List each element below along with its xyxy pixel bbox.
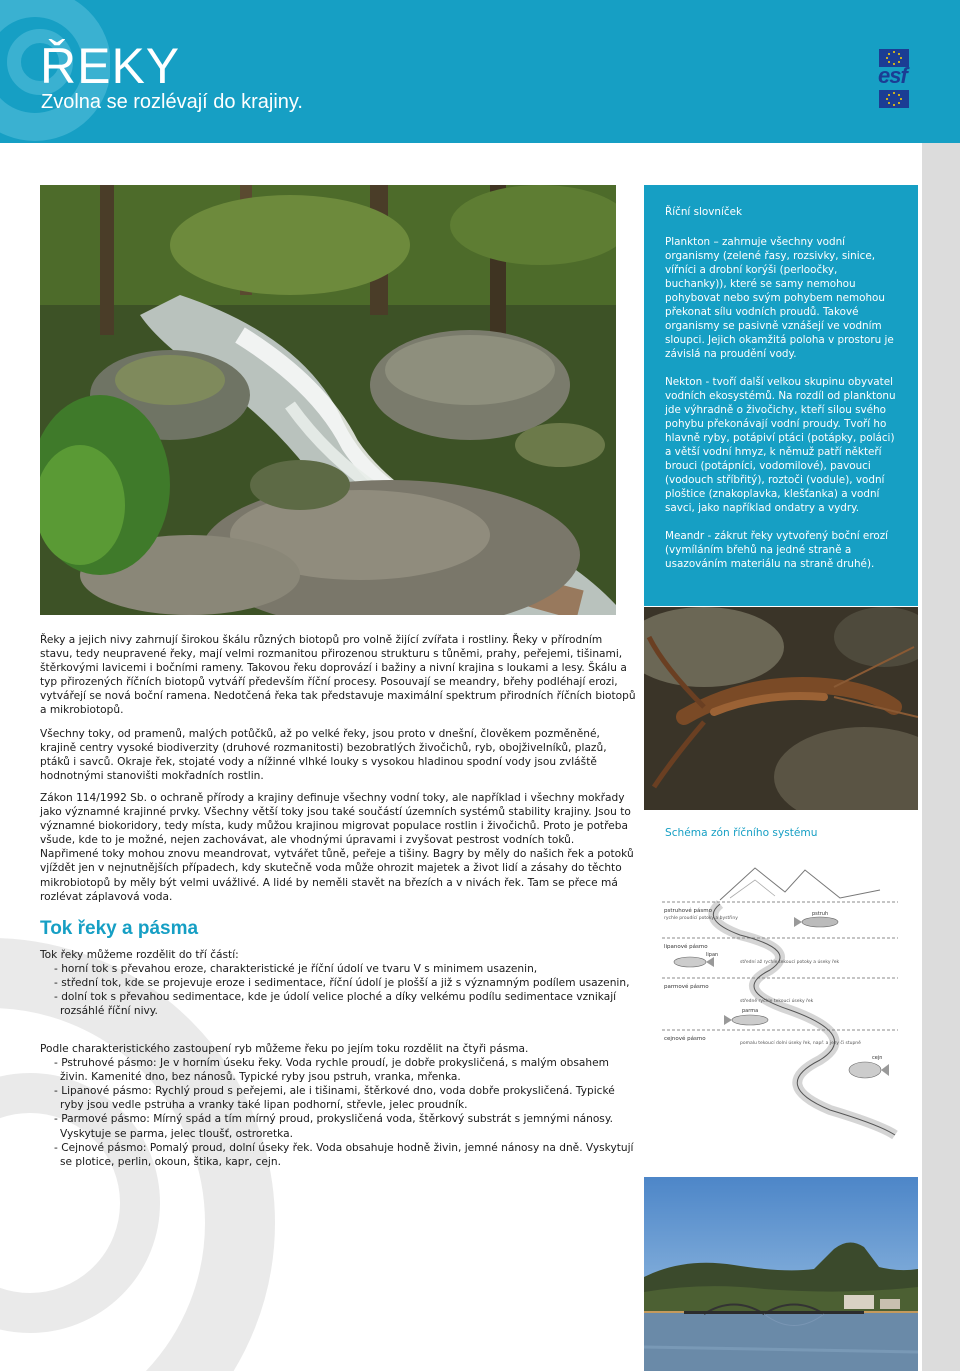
esf-logo [879,49,909,109]
grayling-icon [674,957,714,967]
list-item: - Cejnové pásmo: Pomalý proud, dolní úseky řek. Voda obsahuje hodně živin, jemné nánosy na dně. Vyskytují se plotice, perlin, okoun, štika, kapr, cejn. [54,1141,634,1168]
river-photo [40,185,616,615]
glossary-title: Říční slovníček [665,206,742,218]
page-subtitle: Zvolna se rozlévají do krajiny. [41,91,303,113]
fish-label-trout: pstruh [812,911,829,917]
fish-label-barbel: parma [742,1008,759,1014]
list-item: - Lipanové pásmo: Rychlý proud s peřejemi, ale i tišinami, štěrkové dno, voda dobře prokysličená. Typické ryby jsou vedle pstruha a vranky také lipan podhorní, střevle, jelec proudník. [54,1085,615,1112]
zone-note-trout: rychle proudící potoky a bystřiny [664,916,738,921]
list-item: - Parmové pásmo: Mírný spád a tím mírný proud, prokysličená voda, štěrkový substrát s jemnými nánosy. Vyskytuje se parma, jelec tloušť, ostroretka. [54,1113,613,1140]
glossary-meandr: Meandr - zákrut řeky vytvořený boční erozí (vymíláním břehů na jedné straně a usazováním materiálu na straně druhé). [665,530,889,570]
esf-logo-text: esf [878,63,907,88]
trout-icon [794,917,838,927]
list-item: - střední tok, kde se projevuje eroze i sedimentace, říční údolí je plošší a již s významným podílem usazenin, [54,977,630,990]
zone-note-bream: pomalu tekoucí dolní úseky řek, např. a jezy či stupně [740,1041,861,1046]
fish-label-grayling: lipan [706,952,719,958]
parts-intro: Tok řeky můžeme rozdělit do tří částí: [40,949,239,961]
page-title: ŘEKY [40,38,181,94]
paragraph-law: Zákon 114/1992 Sb. o ochraně přírody a krajiny definuje všechny vodní toky, ale například i všechny mokřady jako významné krajinné prvky. Všechny větší toky jsou také součástí územních systémů stability krajiny. Jsou to významné biokoridory, tedy místa, kudy můžou krajinou migrovat populace rostlin i živočichů. Proto je potřeba všude, kde to je možné, nejen zachovávat, ale vhodnými úpravami i zvyšovat pestrost vodních toků. Napřimené toky mohou znovu meandrovat, vytvářet tůně, peřeje a tišiny. Bagry by měly do našich řek a potoků vjíždět jen v nejnutnějších případech, kdy skutečně voda může ohrozit majetek a život lidí a zásahy do těchto mikrobiotopů by měly být velmi uvážlivé. A lidé by neměli stavět na březích a v nivách řek. Tam se přece má rozlévat záplavová voda. [40,792,634,903]
zones-intro: Podle charakteristického zastoupení ryb můžeme řeku po jejím toku rozdělit na čtyři pásma. [40,1043,529,1055]
list-item: - Pstruhové pásmo: Je v horním úseku řeky. Voda rychle proudí, je dobře prokysličená, s malým obsahem živin. Kamenité dno, bez nánosů. Typické ryby jsou pstruh, vranka, mřenka. [54,1057,609,1084]
zone-note-barbel: středně rychle tekoucí úseky řek [740,999,814,1004]
bream-icon [849,1062,889,1078]
list-item: - horní tok s převahou eroze, charakteristické je říční údolí ve tvaru V s minimem usazenin, [54,963,538,976]
crayfish-photo [644,607,918,810]
glossary-plankton: Plankton – zahrnuje všechny vodní organismy (zelené řasy, rozsivky, sinice, vířníci a drobní korýši (perloočky, buchanky)), které se samy nemohou pohybovat nebo svým pohybem nemohou překonat sílu vodních proudů. Takové organismy se pasivně vznášejí ve vodním sloupci. Jejich okamžitá poloha v prostoru je závislá na proudění vody. [665,236,894,360]
glossary-nekton: Nekton - tvoří další velkou skupinu obyvatel vodních ekosystémů. Na rozdíl od planktonu jde výhradně o živočichy, kteří silou svého pohybu překonávají vodní proudy. Tvoří ho hlavně ryby, potápiví ptáci (potápky, poláci) a větší vodní hmyz, k němuž patří někteří brouci (potápníci, vodomilové), pavouci (vodouch stříbřitý), roztoči (vodule), vodní ploštice (znakoplavka, klešťanka) a vodní savci, jako například ondatry a vydry. [665,376,896,514]
mountains-icon [720,868,880,900]
river-parts [40,948,636,1018]
zone-label-barbel: parmové pásmo [664,984,709,990]
bridge-photo [644,1177,918,1371]
paragraph-biodiversity: Všechny toky, od pramenů, malých potůčků, až po velké řeky, jsou proto v dnešní, člověkem pozměněné, krajině centry vysoké biodiverzity (druhové rozmanitosti) bezobratlých živočichů, ryb, obojživelníků, plazů, ptáků i savců. Okraje řek, stojaté vody a nížinné vlhké louky s vysokou hladinou spodní vody jsou zvláště hodnotnými stanovišti mokřadních rostlin. [40,728,607,783]
barbel-icon [724,1015,768,1025]
header-banner [0,0,960,143]
river-zones-diagram [660,860,900,1140]
list-item: - dolní tok s převahou sedimentace, kde je údolí velice ploché a díky velkému podílu sedimentace vznikají rozsáhlé říční nivy. [54,991,617,1018]
eu-flag-icon [879,90,909,108]
zone-note-grayling: střední až rychle tekoucí potoky a úseky řek [740,960,840,965]
zone-label-trout: pstruhové pásmo [664,908,712,914]
zone-label-bream: cejnové pásmo [664,1036,706,1042]
glossary-sidebar [644,185,918,606]
fish-zones [40,1042,636,1169]
zone-label-grayling: lipanové pásmo [664,944,708,950]
paragraph-biotopes: Řeky a jejich nivy zahrnují širokou škálu různých biotopů pro volně žijící zvířata i rostliny. Řeky v přírodním stavu, tedy neupravené řeky, mají velmi rozmanitou přirozenou strukturu s tůněmi, prahy, peřejemi, tišinami, štěrkovými lavicemi i bočními rameny. Takovou řeku doprovází i bažiny a nivní krajina s loukami a lesy. Škálu a typ přirozených říčních biotopů vytváří především říční procesy. Posouvají se meandry, břehy podléhají erozi, vytvářejí se nová boční ramena. Nedotčená řeka tak představuje maximální spektrum přirodních říčních biotopů a mikrobiotopů. [40,634,636,717]
fish-label-bream: cejn [872,1055,883,1061]
diagram-title: Schéma zón říčního systému [665,827,818,839]
section-title: Tok řeky a pásma [40,918,199,939]
